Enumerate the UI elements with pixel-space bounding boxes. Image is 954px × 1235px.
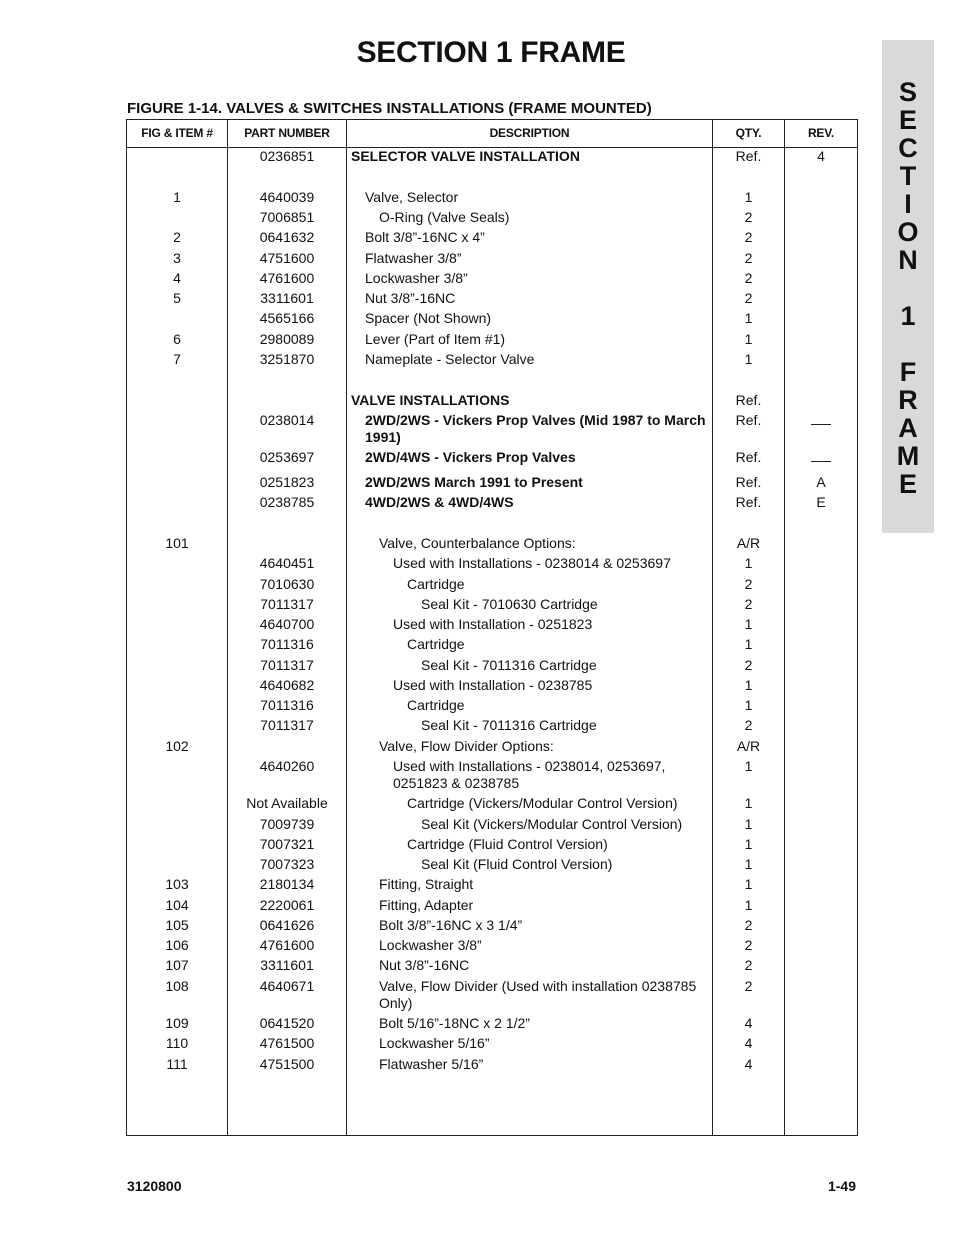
cell-description: Cartridge bbox=[407, 576, 465, 592]
cell-fig-item: 108 bbox=[165, 978, 189, 994]
cell-qty: 2 bbox=[744, 576, 753, 592]
cell-qty: 1 bbox=[744, 758, 753, 774]
header-qty: QTY. bbox=[735, 126, 762, 140]
cell-qty: 2 bbox=[744, 209, 753, 225]
cell-part-number: 4751500 bbox=[259, 1056, 315, 1072]
cell-qty: 1 bbox=[744, 331, 753, 347]
cell-qty: Ref. bbox=[735, 412, 762, 428]
cell-qty: 1 bbox=[744, 189, 753, 205]
cell-description: Flatwasher 3/8” bbox=[365, 250, 462, 266]
cell-part-number: 4565166 bbox=[259, 310, 315, 326]
cell-part-number: 7011317 bbox=[260, 596, 314, 612]
cell-description: Valve, Flow Divider (Used with installation 0238785 Only) bbox=[379, 978, 697, 1011]
cell-description: Flatwasher 5/16” bbox=[379, 1056, 484, 1072]
cell-description: Fitting, Adapter bbox=[379, 897, 474, 913]
cell-rev: A bbox=[816, 474, 826, 490]
cell-part-number: 0251823 bbox=[259, 474, 315, 490]
column-divider bbox=[346, 120, 347, 1135]
cell-description: O-Ring (Valve Seals) bbox=[379, 209, 510, 225]
cell-qty: A/R bbox=[736, 738, 761, 754]
cell-qty: 1 bbox=[744, 697, 753, 713]
cell-part-number: 4640682 bbox=[259, 677, 315, 693]
cell-part-number: 0238014 bbox=[259, 412, 315, 428]
figure-title: FIGURE 1-14. VALVES & SWITCHES INSTALLATIONS (FRAME MOUNTED) bbox=[127, 100, 652, 117]
cell-qty: 2 bbox=[744, 290, 753, 306]
cell-fig-item: 2 bbox=[173, 229, 181, 245]
cell-qty: Ref. bbox=[735, 494, 762, 510]
side-tab-letter: F bbox=[899, 357, 917, 387]
cell-part-number: 4640039 bbox=[259, 189, 315, 205]
cell-qty: 2 bbox=[744, 657, 753, 673]
cell-qty: 4 bbox=[744, 1015, 753, 1031]
cell-qty: 2 bbox=[744, 957, 753, 973]
cell-qty: 1 bbox=[744, 876, 753, 892]
cell-part-number: 4640451 bbox=[259, 555, 315, 571]
cell-qty: 2 bbox=[744, 229, 753, 245]
side-tab-letter: 1 bbox=[900, 301, 916, 331]
cell-description: 2WD/2WS - Vickers Prop Valves (Mid 1987 to March 1991) bbox=[365, 412, 706, 445]
header-rev: REV. bbox=[807, 126, 835, 140]
cell-description: Nut 3/8”-16NC bbox=[379, 957, 470, 973]
cell-qty: 2 bbox=[744, 917, 753, 933]
page-title: SECTION 1 FRAME bbox=[356, 36, 626, 69]
cell-part-number: 0238785 bbox=[259, 494, 315, 510]
cell-qty: 1 bbox=[744, 351, 753, 367]
cell-part-number: 0641626 bbox=[259, 917, 315, 933]
side-tab-letter: N bbox=[898, 245, 918, 275]
cell-part-number: 7009739 bbox=[259, 816, 315, 832]
cell-fig-item: 3 bbox=[173, 250, 181, 266]
cell-description: Seal Kit - 7011316 Cartridge bbox=[421, 657, 597, 673]
side-tab-letter: C bbox=[898, 133, 918, 163]
side-tab-letter: S bbox=[898, 77, 917, 107]
cell-part-number: 7006851 bbox=[259, 209, 315, 225]
section-side-tab bbox=[882, 40, 934, 533]
cell-part-number: 4640671 bbox=[259, 978, 315, 994]
cell-description: Valve, Flow Divider Options: bbox=[379, 738, 554, 754]
cell-qty: 2 bbox=[744, 596, 753, 612]
side-tab-letter: T bbox=[899, 161, 917, 191]
cell-description: Used with Installation - 0238785 bbox=[393, 677, 593, 693]
cell-part-number: 4761600 bbox=[259, 937, 315, 953]
cell-qty: 1 bbox=[744, 636, 753, 652]
cell-description: Cartridge bbox=[407, 636, 465, 652]
cell-description: SELECTOR VALVE INSTALLATION bbox=[351, 148, 580, 164]
cell-part-number: 2180134 bbox=[259, 876, 315, 892]
cell-description: Bolt 3/8”-16NC x 4” bbox=[365, 229, 485, 245]
cell-qty: Ref. bbox=[735, 449, 762, 465]
cell-qty: 1 bbox=[744, 616, 753, 632]
cell-part-number: 2980089 bbox=[259, 331, 315, 347]
cell-description: Nut 3/8”-16NC bbox=[365, 290, 456, 306]
cell-description: Lockwasher 3/8” bbox=[365, 270, 468, 286]
cell-part-number: 0236851 bbox=[259, 148, 315, 164]
cell-description: Nameplate - Selector Valve bbox=[365, 351, 535, 367]
cell-part-number: 0641632 bbox=[259, 229, 315, 245]
cell-fig-item: 107 bbox=[165, 957, 189, 973]
cell-part-number: 4640700 bbox=[259, 616, 315, 632]
document-number: 3120800 bbox=[127, 1178, 182, 1194]
cell-description: Cartridge bbox=[407, 697, 465, 713]
cell-part-number: 2220061 bbox=[259, 897, 315, 913]
cell-description: Seal Kit - 7011316 Cartridge bbox=[421, 717, 597, 733]
cell-qty: Ref. bbox=[735, 474, 762, 490]
cell-part-number: 7011316 bbox=[260, 697, 314, 713]
cell-fig-item: 6 bbox=[173, 331, 181, 347]
cell-qty: Ref. bbox=[735, 148, 762, 164]
cell-fig-item: 111 bbox=[166, 1056, 188, 1072]
cell-part-number: 7010630 bbox=[259, 576, 315, 592]
column-divider bbox=[784, 120, 785, 1135]
cell-qty: 1 bbox=[744, 310, 753, 326]
cell-description: 4WD/2WS & 4WD/4WS bbox=[365, 494, 514, 510]
cell-qty: 2 bbox=[744, 270, 753, 286]
cell-description: Spacer (Not Shown) bbox=[365, 310, 492, 326]
cell-part-number: 0253697 bbox=[259, 449, 315, 465]
cell-description: Lockwasher 3/8” bbox=[379, 937, 482, 953]
cell-fig-item: 103 bbox=[165, 876, 189, 892]
cell-qty: Ref. bbox=[735, 392, 762, 408]
cell-qty: 1 bbox=[744, 677, 753, 693]
cell-description: Used with Installations - 0238014, 0253697, 0251823 & 0238785 bbox=[393, 758, 666, 791]
header-description: DESCRIPTION bbox=[489, 126, 570, 140]
cell-part-number: 4761600 bbox=[259, 270, 315, 286]
cell-part-number: 7007321 bbox=[259, 836, 315, 852]
cell-description: Lever (Part of Item #1) bbox=[365, 331, 506, 347]
side-tab-letter: I bbox=[904, 189, 912, 219]
cell-description: Fitting, Straight bbox=[379, 876, 474, 892]
cell-fig-item: 1 bbox=[173, 189, 181, 205]
cell-part-number: 3311601 bbox=[260, 957, 314, 973]
cell-fig-item: 7 bbox=[173, 351, 181, 367]
cell-part-number: 3311601 bbox=[260, 290, 314, 306]
cell-part-number: 3251870 bbox=[259, 351, 315, 367]
cell-description: Cartridge (Vickers/Modular Control Version) bbox=[407, 795, 678, 811]
cell-description: Bolt 5/16”-18NC x 2 1/2” bbox=[379, 1015, 530, 1031]
cell-fig-item: 109 bbox=[165, 1015, 189, 1031]
cell-fig-item: 102 bbox=[165, 738, 189, 754]
cell-description: Used with Installations - 0238014 & 0253697 bbox=[393, 555, 671, 571]
cell-part-number: 4751600 bbox=[259, 250, 315, 266]
cell-part-number: 7011317 bbox=[260, 657, 314, 673]
cell-part-number: 7007323 bbox=[259, 856, 315, 872]
cell-description: Used with Installation - 0251823 bbox=[393, 616, 593, 632]
cell-qty: 4 bbox=[744, 1035, 753, 1051]
cell-part-number: 4761500 bbox=[259, 1035, 315, 1051]
cell-qty: 4 bbox=[744, 1056, 753, 1072]
side-tab-letter: E bbox=[898, 469, 917, 499]
cell-fig-item: 5 bbox=[173, 290, 181, 306]
side-tab-letter: M bbox=[896, 441, 920, 471]
cell-qty: 1 bbox=[744, 555, 753, 571]
cell-fig-item: 104 bbox=[165, 897, 189, 913]
cell-rev-blank-line bbox=[785, 412, 857, 429]
cell-fig-item: 105 bbox=[165, 917, 189, 933]
cell-description: Seal Kit (Fluid Control Version) bbox=[421, 856, 613, 872]
cell-fig-item: 110 bbox=[165, 1035, 189, 1051]
cell-qty: 1 bbox=[744, 795, 753, 811]
cell-qty: 1 bbox=[744, 816, 753, 832]
cell-description: Bolt 3/8”-16NC x 3 1/4” bbox=[379, 917, 523, 933]
cell-qty: 1 bbox=[744, 856, 753, 872]
cell-description: Valve, Selector bbox=[365, 189, 459, 205]
cell-rev: E bbox=[816, 494, 826, 510]
cell-fig-item: 4 bbox=[173, 270, 181, 286]
cell-fig-item: 106 bbox=[165, 937, 189, 953]
cell-description: Seal Kit - 7010630 Cartridge bbox=[421, 596, 598, 612]
cell-description: Cartridge (Fluid Control Version) bbox=[407, 836, 608, 852]
header-fig-item: FIG & ITEM # bbox=[141, 126, 213, 140]
header-part-number: PART NUMBER bbox=[244, 126, 330, 140]
cell-qty: 1 bbox=[744, 836, 753, 852]
cell-description: 2WD/2WS March 1991 to Present bbox=[365, 474, 583, 490]
page-number: 1-49 bbox=[827, 1178, 856, 1194]
cell-description: 2WD/4WS - Vickers Prop Valves bbox=[365, 449, 576, 465]
cell-rev: 4 bbox=[817, 148, 825, 164]
side-tab-letter: A bbox=[898, 413, 918, 443]
side-tab-letter: O bbox=[897, 217, 919, 247]
cell-qty: 2 bbox=[744, 250, 753, 266]
cell-qty: 2 bbox=[744, 978, 753, 994]
cell-qty: 1 bbox=[744, 897, 753, 913]
cell-rev-blank-line bbox=[785, 449, 857, 466]
side-tab-letter: E bbox=[898, 105, 917, 135]
side-tab-letter: R bbox=[898, 385, 918, 415]
cell-description: Seal Kit (Vickers/Modular Control Version) bbox=[421, 816, 683, 832]
cell-fig-item: 101 bbox=[165, 535, 189, 551]
cell-part-number: 7011316 bbox=[260, 636, 314, 652]
cell-qty: 2 bbox=[744, 937, 753, 953]
cell-part-number: Not Available bbox=[246, 795, 328, 811]
cell-qty: 2 bbox=[744, 717, 753, 733]
parts-table bbox=[126, 119, 858, 1136]
cell-description: VALVE INSTALLATIONS bbox=[351, 392, 510, 408]
cell-description: Lockwasher 5/16” bbox=[379, 1035, 490, 1051]
cell-qty: A/R bbox=[736, 535, 761, 551]
cell-part-number: 0641520 bbox=[259, 1015, 315, 1031]
cell-description: Valve, Counterbalance Options: bbox=[379, 535, 576, 551]
cell-part-number: 7011317 bbox=[260, 717, 314, 733]
cell-part-number: 4640260 bbox=[259, 758, 315, 774]
